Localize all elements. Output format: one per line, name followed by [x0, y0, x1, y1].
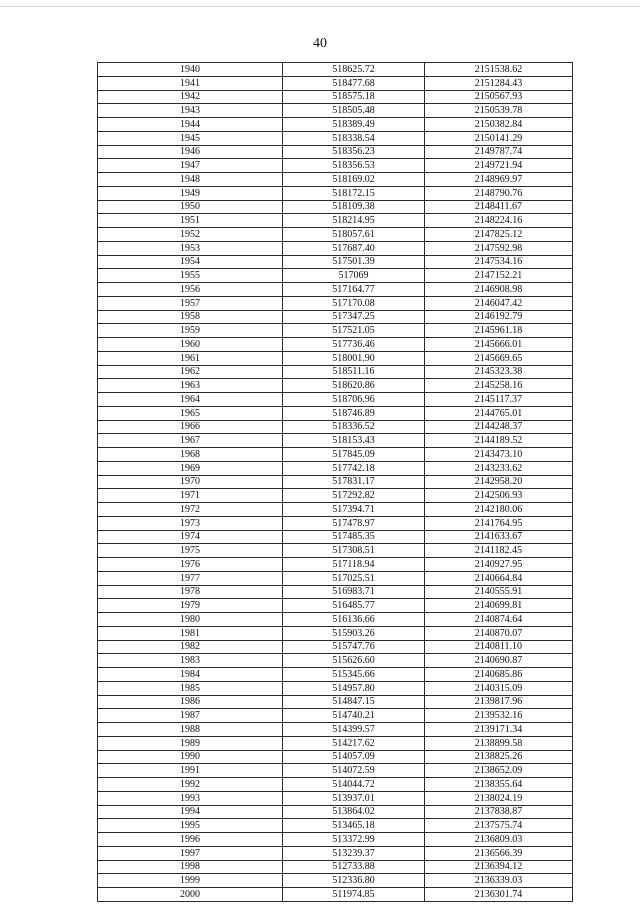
value-cell-b: 2140870.07 [425, 626, 573, 640]
value-cell-b: 2140685.86 [425, 668, 573, 682]
value-cell-b: 2144189.52 [425, 434, 573, 448]
value-cell-b: 2151538.62 [425, 63, 573, 77]
value-cell-a: 512733.88 [283, 860, 425, 874]
year-cell: 1985 [98, 681, 283, 695]
table-row [98, 503, 573, 517]
value-cell-b: 2146047.42 [425, 296, 573, 310]
year-cell: 1973 [98, 516, 283, 530]
table-row [98, 461, 573, 475]
year-cell: 1943 [98, 104, 283, 118]
table-row [98, 750, 573, 764]
year-cell: 1956 [98, 283, 283, 297]
table-row [98, 420, 573, 434]
table-row [98, 76, 573, 90]
year-cell: 1987 [98, 709, 283, 723]
value-cell-a: 515345.66 [283, 668, 425, 682]
value-cell-a: 517164.77 [283, 283, 425, 297]
table-row [98, 833, 573, 847]
value-cell-b: 2150141.29 [425, 131, 573, 145]
value-cell-a: 515903.26 [283, 626, 425, 640]
value-cell-a: 517347.25 [283, 310, 425, 324]
year-cell: 1984 [98, 668, 283, 682]
year-cell: 1951 [98, 214, 283, 228]
value-cell-b: 2145258.16 [425, 379, 573, 393]
value-cell-b: 2136394.12 [425, 860, 573, 874]
value-cell-b: 2150382.84 [425, 118, 573, 132]
table-row [98, 778, 573, 792]
value-cell-a: 517736.46 [283, 338, 425, 352]
table-row [98, 283, 573, 297]
value-cell-b: 2138825.26 [425, 750, 573, 764]
value-cell-a: 517521.05 [283, 324, 425, 338]
value-cell-b: 2145323.38 [425, 365, 573, 379]
value-cell-a: 518356.23 [283, 145, 425, 159]
value-cell-b: 2147152.21 [425, 269, 573, 283]
value-cell-a: 518746.89 [283, 406, 425, 420]
value-cell-a: 516136.66 [283, 613, 425, 627]
table-row [98, 613, 573, 627]
value-cell-b: 2146908.98 [425, 283, 573, 297]
value-cell-a: 517308.51 [283, 544, 425, 558]
table-row [98, 296, 573, 310]
year-cell: 1967 [98, 434, 283, 448]
table-row [98, 200, 573, 214]
table-body [98, 63, 573, 902]
table-row [98, 736, 573, 750]
year-cell: 1953 [98, 241, 283, 255]
value-cell-b: 2147825.12 [425, 228, 573, 242]
year-cell: 1946 [98, 145, 283, 159]
table-row [98, 764, 573, 778]
year-cell: 1982 [98, 640, 283, 654]
value-cell-a: 518001.90 [283, 351, 425, 365]
table-row [98, 489, 573, 503]
value-cell-b: 2140811.10 [425, 640, 573, 654]
table-row [98, 626, 573, 640]
table-row [98, 310, 573, 324]
table-row [98, 241, 573, 255]
value-cell-a: 518505.48 [283, 104, 425, 118]
value-cell-a: 512336.80 [283, 874, 425, 888]
year-cell: 1949 [98, 186, 283, 200]
value-cell-b: 2145117.37 [425, 393, 573, 407]
value-cell-b: 2136809.03 [425, 833, 573, 847]
value-cell-a: 513372.99 [283, 833, 425, 847]
value-cell-b: 2147534.16 [425, 255, 573, 269]
value-cell-b: 2148969.97 [425, 173, 573, 187]
value-cell-b: 2138899.58 [425, 736, 573, 750]
table-row [98, 846, 573, 860]
table-row [98, 571, 573, 585]
value-cell-a: 517687.40 [283, 241, 425, 255]
table-row [98, 695, 573, 709]
table-row [98, 448, 573, 462]
value-cell-a: 513864.02 [283, 805, 425, 819]
value-cell-b: 2140690.87 [425, 654, 573, 668]
value-cell-a: 518511.16 [283, 365, 425, 379]
value-cell-b: 2140699.81 [425, 599, 573, 613]
table-row [98, 365, 573, 379]
value-cell-a: 517501.39 [283, 255, 425, 269]
year-cell: 1957 [98, 296, 283, 310]
year-cell: 1979 [98, 599, 283, 613]
table-row [98, 118, 573, 132]
year-cell: 1971 [98, 489, 283, 503]
value-cell-a: 514057.09 [283, 750, 425, 764]
page-number: 40 [313, 36, 327, 51]
value-cell-a: 517478.97 [283, 516, 425, 530]
table-row [98, 640, 573, 654]
table-row [98, 434, 573, 448]
value-cell-a: 517485.35 [283, 530, 425, 544]
value-cell-a: 518706.96 [283, 393, 425, 407]
value-cell-b: 2139817.96 [425, 695, 573, 709]
value-cell-a: 516485.77 [283, 599, 425, 613]
year-cell: 1978 [98, 585, 283, 599]
year-cell: 1974 [98, 530, 283, 544]
table-row [98, 269, 573, 283]
value-cell-b: 2137838.87 [425, 805, 573, 819]
year-cell: 1997 [98, 846, 283, 860]
value-cell-a: 514847.15 [283, 695, 425, 709]
value-cell-b: 2144248.37 [425, 420, 573, 434]
year-cell: 1964 [98, 393, 283, 407]
value-cell-a: 517069 [283, 269, 425, 283]
year-cell: 1976 [98, 558, 283, 572]
table-row [98, 255, 573, 269]
value-cell-b: 2146192.79 [425, 310, 573, 324]
year-cell: 1995 [98, 819, 283, 833]
top-scan-edge [0, 6, 640, 7]
year-cell: 1944 [98, 118, 283, 132]
value-cell-b: 2138652.09 [425, 764, 573, 778]
year-cell: 1955 [98, 269, 283, 283]
table-row [98, 379, 573, 393]
value-cell-b: 2138024.19 [425, 791, 573, 805]
table-row [98, 338, 573, 352]
value-cell-b: 2150567.93 [425, 90, 573, 104]
table-row [98, 681, 573, 695]
year-cell: 1989 [98, 736, 283, 750]
value-cell-b: 2140664.84 [425, 571, 573, 585]
value-cell-b: 2142958.20 [425, 475, 573, 489]
value-cell-a: 517170.08 [283, 296, 425, 310]
table-row [98, 888, 573, 902]
table-row [98, 393, 573, 407]
year-cell: 1966 [98, 420, 283, 434]
value-cell-b: 2151284.43 [425, 76, 573, 90]
value-cell-a: 513239.37 [283, 846, 425, 860]
table-row [98, 406, 573, 420]
year-cell: 1948 [98, 173, 283, 187]
value-cell-a: 517831.17 [283, 475, 425, 489]
value-cell-a: 513465.18 [283, 819, 425, 833]
table-row [98, 599, 573, 613]
year-cell: 1994 [98, 805, 283, 819]
value-cell-a: 518477.68 [283, 76, 425, 90]
table-row [98, 860, 573, 874]
year-cell: 1992 [98, 778, 283, 792]
value-cell-a: 518625.72 [283, 63, 425, 77]
value-cell-a: 518169.02 [283, 173, 425, 187]
table-row [98, 475, 573, 489]
table-row [98, 186, 573, 200]
value-cell-b: 2140555.91 [425, 585, 573, 599]
year-cell: 1981 [98, 626, 283, 640]
year-cell: 1952 [98, 228, 283, 242]
table-row [98, 159, 573, 173]
table-row [98, 214, 573, 228]
value-cell-b: 2140927.95 [425, 558, 573, 572]
table-row [98, 805, 573, 819]
value-cell-b: 2148790.76 [425, 186, 573, 200]
value-cell-b: 2148411.67 [425, 200, 573, 214]
value-cell-a: 518153.43 [283, 434, 425, 448]
year-cell: 1977 [98, 571, 283, 585]
value-cell-a: 515747.76 [283, 640, 425, 654]
value-cell-a: 514957.80 [283, 681, 425, 695]
year-cell: 1983 [98, 654, 283, 668]
value-cell-b: 2145669.65 [425, 351, 573, 365]
value-cell-a: 518109.38 [283, 200, 425, 214]
data-table [97, 62, 573, 902]
value-cell-b: 2150539.78 [425, 104, 573, 118]
year-cell: 1975 [98, 544, 283, 558]
year-cell: 1950 [98, 200, 283, 214]
table-row [98, 654, 573, 668]
year-cell: 1962 [98, 365, 283, 379]
value-cell-a: 518389.49 [283, 118, 425, 132]
value-cell-a: 518338.54 [283, 131, 425, 145]
table-row [98, 228, 573, 242]
year-cell: 1940 [98, 63, 283, 77]
table-row [98, 104, 573, 118]
table-row [98, 516, 573, 530]
table-row [98, 819, 573, 833]
value-cell-b: 2147592.98 [425, 241, 573, 255]
value-cell-b: 2141633.67 [425, 530, 573, 544]
value-cell-a: 514072.59 [283, 764, 425, 778]
value-cell-a: 517118.94 [283, 558, 425, 572]
value-cell-b: 2149787.74 [425, 145, 573, 159]
value-cell-b: 2141764.95 [425, 516, 573, 530]
table-row [98, 131, 573, 145]
year-cell: 1961 [98, 351, 283, 365]
value-cell-b: 2142180.06 [425, 503, 573, 517]
value-cell-a: 514740.21 [283, 709, 425, 723]
value-cell-a: 517394.71 [283, 503, 425, 517]
table-row [98, 585, 573, 599]
year-cell: 1941 [98, 76, 283, 90]
value-cell-b: 2136339.03 [425, 874, 573, 888]
value-cell-b: 2141182.45 [425, 544, 573, 558]
value-cell-b: 2139171.34 [425, 723, 573, 737]
value-cell-b: 2136566.39 [425, 846, 573, 860]
value-cell-a: 518336.52 [283, 420, 425, 434]
year-cell: 1972 [98, 503, 283, 517]
year-cell: 1988 [98, 723, 283, 737]
table-row [98, 63, 573, 77]
value-cell-b: 2142506.93 [425, 489, 573, 503]
value-cell-b: 2138355.64 [425, 778, 573, 792]
value-cell-b: 2144765.01 [425, 406, 573, 420]
value-cell-a: 517845.09 [283, 448, 425, 462]
year-cell: 1942 [98, 90, 283, 104]
year-cell: 1991 [98, 764, 283, 778]
value-cell-a: 518214.95 [283, 214, 425, 228]
table-row [98, 530, 573, 544]
value-cell-a: 518057.61 [283, 228, 425, 242]
year-cell: 1993 [98, 791, 283, 805]
table-row [98, 791, 573, 805]
value-cell-b: 2143233.62 [425, 461, 573, 475]
value-cell-b: 2145666.01 [425, 338, 573, 352]
table-row [98, 668, 573, 682]
value-cell-a: 518620.86 [283, 379, 425, 393]
table-row [98, 874, 573, 888]
year-cell: 1999 [98, 874, 283, 888]
year-cell: 1970 [98, 475, 283, 489]
year-cell: 1998 [98, 860, 283, 874]
value-cell-a: 518575.18 [283, 90, 425, 104]
year-cell: 1986 [98, 695, 283, 709]
year-cell: 1947 [98, 159, 283, 173]
year-cell: 1990 [98, 750, 283, 764]
year-cell: 1968 [98, 448, 283, 462]
value-cell-b: 2145961.18 [425, 324, 573, 338]
value-cell-b: 2139532.16 [425, 709, 573, 723]
value-cell-b: 2137575.74 [425, 819, 573, 833]
year-cell: 1954 [98, 255, 283, 269]
year-cell: 1959 [98, 324, 283, 338]
table-row [98, 723, 573, 737]
table-row [98, 90, 573, 104]
value-cell-a: 517742.18 [283, 461, 425, 475]
value-cell-a: 513937.01 [283, 791, 425, 805]
year-cell: 1958 [98, 310, 283, 324]
year-cell: 1980 [98, 613, 283, 627]
table-row [98, 324, 573, 338]
value-cell-b: 2149721.94 [425, 159, 573, 173]
value-cell-a: 518172.15 [283, 186, 425, 200]
value-cell-a: 514044.72 [283, 778, 425, 792]
year-cell: 1960 [98, 338, 283, 352]
value-cell-a: 517292.82 [283, 489, 425, 503]
value-cell-a: 516983.71 [283, 585, 425, 599]
year-cell: 1996 [98, 833, 283, 847]
table-row [98, 709, 573, 723]
value-cell-a: 514217.62 [283, 736, 425, 750]
value-cell-b: 2143473.10 [425, 448, 573, 462]
table-row [98, 145, 573, 159]
value-cell-a: 515626.60 [283, 654, 425, 668]
year-cell: 2000 [98, 888, 283, 902]
year-cell: 1963 [98, 379, 283, 393]
value-cell-b: 2148224.16 [425, 214, 573, 228]
value-cell-b: 2140874.64 [425, 613, 573, 627]
table-row [98, 558, 573, 572]
value-cell-a: 514399.57 [283, 723, 425, 737]
value-cell-a: 511974.85 [283, 888, 425, 902]
value-cell-b: 2140315.09 [425, 681, 573, 695]
value-cell-b: 2136301.74 [425, 888, 573, 902]
year-cell: 1969 [98, 461, 283, 475]
value-cell-a: 517025.51 [283, 571, 425, 585]
year-cell: 1945 [98, 131, 283, 145]
value-cell-a: 518356.53 [283, 159, 425, 173]
table-row [98, 351, 573, 365]
table-row [98, 544, 573, 558]
table-row [98, 173, 573, 187]
year-cell: 1965 [98, 406, 283, 420]
